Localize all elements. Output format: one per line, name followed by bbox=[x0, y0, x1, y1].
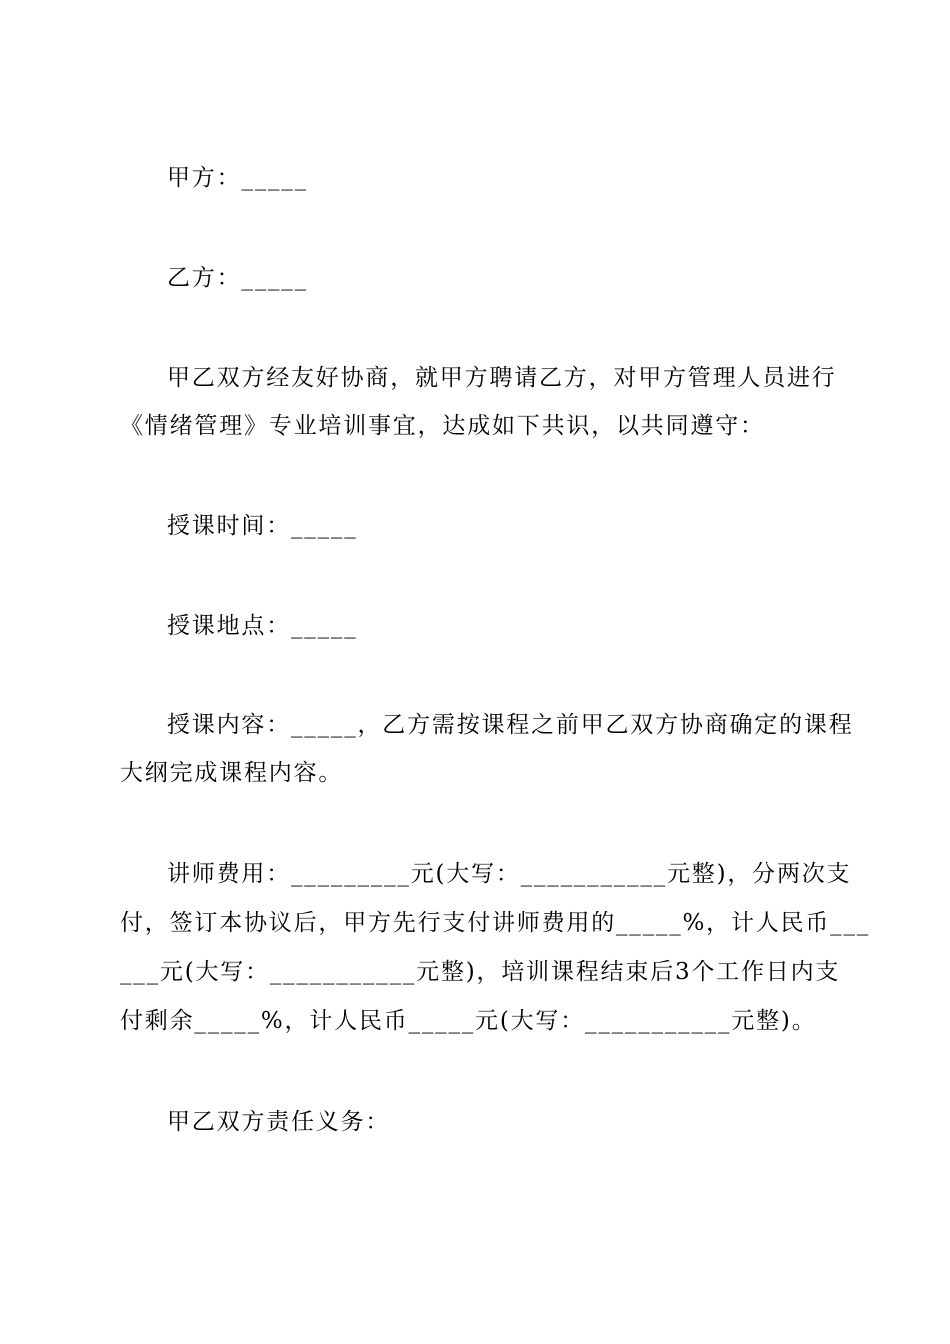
lecture-time-line: 授课时间：_____ bbox=[167, 513, 358, 539]
party-b-line: 乙方：_____ bbox=[167, 265, 308, 291]
party-a-line: 甲方：_____ bbox=[167, 165, 308, 191]
fee-paragraph-line-2: 付，签订本协议后，甲方先行支付讲师费用的_____%，计人民币___ bbox=[120, 910, 871, 936]
fee-paragraph-line-4: 付剩余_____%，计人民币_____元(大写：___________元整)。 bbox=[120, 1008, 817, 1034]
fee-paragraph-line-3: ___元(大写：___________元整)，培训课程结束后3个工作日内支 bbox=[120, 959, 841, 985]
lecture-location-line: 授课地点：_____ bbox=[167, 613, 358, 639]
lecture-content-line-1: 授课内容：_____，乙方需按课程之前甲乙双方协商确定的课程 bbox=[167, 712, 854, 738]
intro-paragraph-line-1: 甲乙双方经友好协商，就甲方聘请乙方，对甲方管理人员进行 bbox=[167, 365, 837, 391]
duties-heading-line: 甲乙双方责任义务： bbox=[167, 1109, 391, 1135]
fee-paragraph-line-1: 讲师费用：_________元(大写：___________元整)，分两次支 bbox=[167, 861, 852, 887]
intro-paragraph-line-2: 《情绪管理》专业培训事宜，达成如下共识，以共同遵守： bbox=[120, 413, 765, 439]
lecture-content-line-2: 大纲完成课程内容。 bbox=[120, 760, 344, 786]
